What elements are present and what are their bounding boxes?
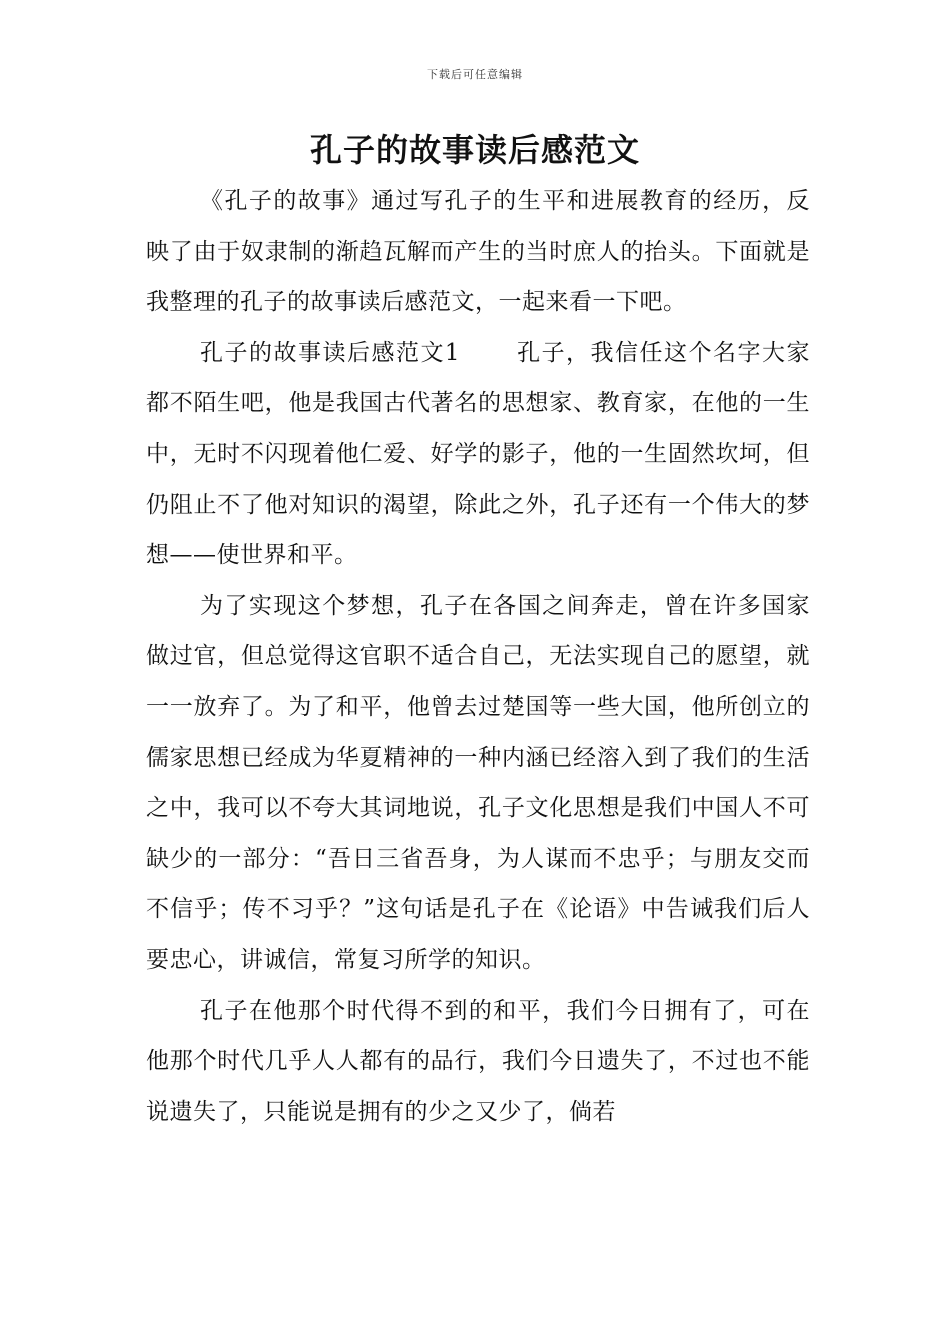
document-body — [146, 176, 810, 1137]
paragraph-dream: 为了实现这个梦想，孔子在各国之间奔走，曾在许多国家做过官，但总觉得这官职不适合自己，无法实现自己的愿望，就一一放弃了。为了和平，他曾去过楚国等一些大国，他所创立的儒家思想已经成为华夏精神的一种内涵已经溶入到了我们的生活之中，我可以不夸大其词地说，孔子文化思想是我们中国人不可缺少的一部分：“吾日三省吾身，为人谋而不忠乎；与朋友交而不信乎；传不习乎？”这句话是孔子在《论语》中告诫我们后人要忠心，讲诚信，常复习所学的知识。 — [146, 592, 810, 973]
paragraph-peace: 孔子在他那个时代得不到的和平，我们今日拥有了，可在他那个时代几乎人人都有的品行，我们今日遗失了，不过也不能说遗失了，只能说是拥有的少之又少了，倘若 — [146, 997, 810, 1125]
header-note: 下载后可任意编辑 — [427, 68, 523, 81]
document-title: 孔子的故事读后感范文 — [309, 131, 640, 169]
essay-opening: 孔子，我信任这个名字大家都不陌生吧，他是我国古代著名的思想家、教育家，在他的一生中，无时不闪现着他仁爱、好学的影子，他的一生固然坎坷，但仍阻止不了他对知识的渴望，除此之外，孔子还有一个伟大的梦想——使世界和平。 — [146, 339, 811, 569]
paragraph-intro: 《孔子的故事》通过写孔子的生平和进展教育的经历，反映了由于奴隶制的渐趋瓦解而产生的当时庶人的抬头。下面就是我整理的孔子的故事读后感范文，一起来看一下吧。 — [146, 188, 810, 316]
essay-heading: 孔子的故事读后感范文1 — [200, 339, 461, 366]
paragraph-essay-1 — [146, 328, 810, 581]
